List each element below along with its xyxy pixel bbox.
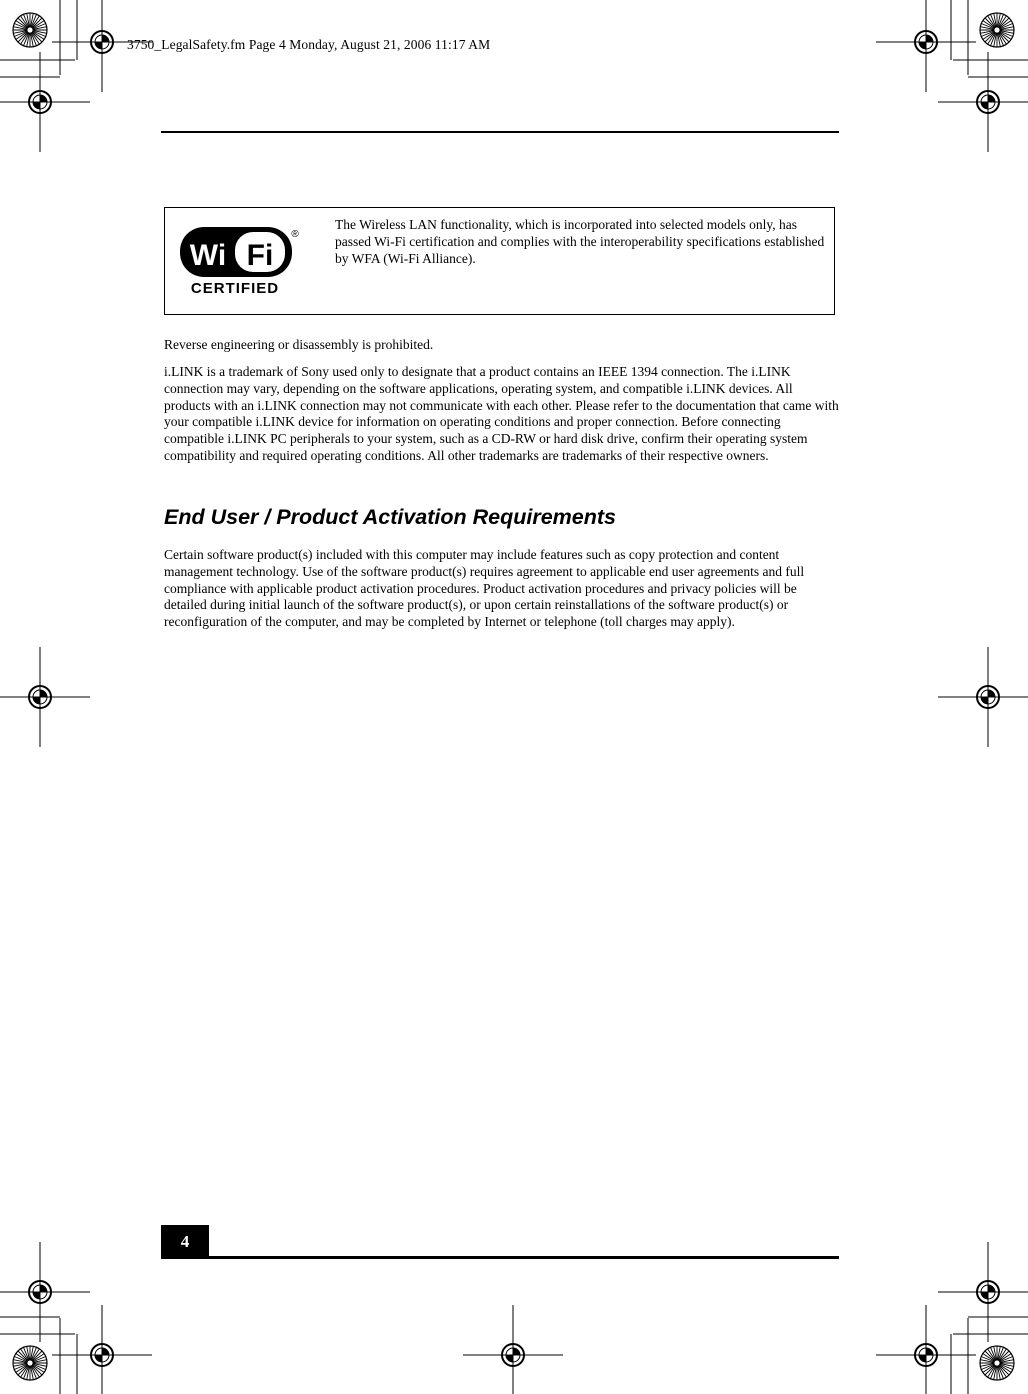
wifi-notice-text: The Wireless LAN functionality, which is incorporated into selected models only, has passed Wi-Fi certification and complies with the interoperability specifications established by WFA (Wi-Fi Alliance). xyxy=(335,217,825,266)
wifi-logo-caption: CERTIFIED xyxy=(190,280,280,297)
file-slug: 3750_LegalSafety.fm Page 4 Monday, August 21, 2006 11:17 AM xyxy=(127,37,491,52)
ilink-paragraph: i.LINK is a trademark of Sony used only to designate that a product contains an IEEE 1394 connection. The i.LINK connection may vary, depending on the software applications, operating system, and compatible i.LINK devices. All products with an i.LINK connection may not communicate with each other. Please refer to the documentation that came with your compatible i.LINK device for information on operating conditions and proper connection. Before connecting compatible i.LINK PC peripherals to your system, such as a CD-RW or hard disk drive, confirm their operating system compatibility and required operating conditions. All other trademarks are trademarks of their respective owners. xyxy=(164,364,839,463)
wifi-logo-left-word: Wi xyxy=(189,239,227,272)
reverse-engineering-paragraph: Reverse engineering or disassembly is prohibited. xyxy=(164,337,434,352)
wifi-certified-logo xyxy=(177,223,303,297)
header-rule xyxy=(161,131,839,133)
footer-rule xyxy=(161,1256,839,1259)
activation-paragraph: Certain software product(s) included with this computer may include features such as copy protection and content management technology. Use of the software product(s) requires agreement to applicable end user agreements and full compliance with applicable product activation procedures. Product activation procedures and privacy policies will be detailed during initial launch of the software product(s), or upon certain reinstallations of the software product(s) or reconfiguration of the computer, and may be completed by Internet or telephone (toll charges may apply). xyxy=(164,547,805,630)
wifi-logo-right-word: Fi xyxy=(246,239,274,272)
registered-mark: ® xyxy=(291,229,299,240)
section-heading: End User / Product Activation Requirements xyxy=(164,505,616,529)
page-number-tab: 4 xyxy=(161,1225,209,1258)
